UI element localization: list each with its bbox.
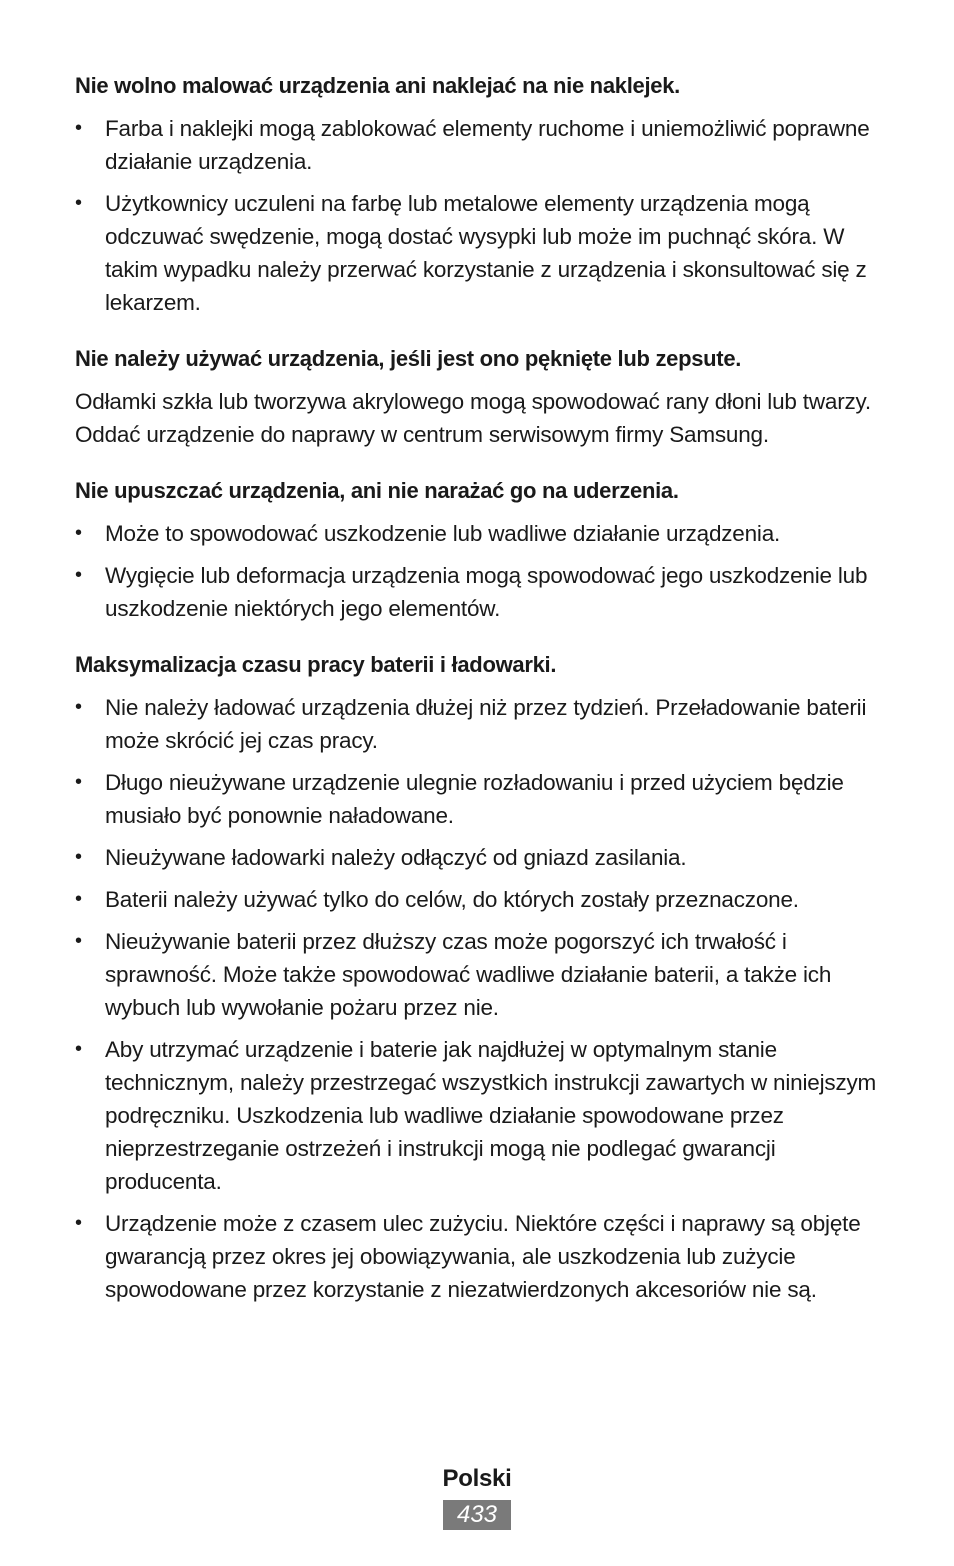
section-paragraph: Odłamki szkła lub tworzywa akrylowego mogą spowodować rany dłoni lub twarzy. Oddać urządzenie do naprawy w centrum serwisowym firmy Samsung. [75, 389, 871, 447]
section-heading: Nie wolno malować urządzenia ani naklejać na nie naklejek. [75, 73, 680, 98]
list-item [75, 691, 885, 757]
list-item [75, 517, 885, 550]
section-cracked [75, 343, 885, 451]
list-item-text: Użytkownicy uczuleni na farbę lub metalowe elementy urządzenia mogą odczuwać swędzenie, mogą dostać wysypki lub może im puchnąć skóra. W takim wypadku należy przerwać korzystanie z urządzenia i skonsultować się z lekarzem. [105, 191, 867, 315]
list-item-text: Nieużywanie baterii przez dłuższy czas może pogorszyć ich trwałość i sprawność. Może także spowodować wadliwe działanie baterii, a także ich wybuch lub wywołanie pożaru przez nie. [105, 929, 832, 1020]
list-item-text: Może to spowodować uszkodzenie lub wadliwe działanie urządzenia. [105, 521, 781, 546]
list-item [75, 925, 885, 1024]
bullet-icon: • [75, 771, 82, 793]
list-item-text: Długo nieużywane urządzenie ulegnie rozładowaniu i przed użyciem będzie musiało być ponownie naładowane. [105, 770, 844, 828]
list-item [75, 1033, 885, 1198]
section-heading: Nie należy używać urządzenia, jeśli jest ono pęknięte lub zepsute. [75, 346, 742, 371]
bullet-list [75, 112, 885, 319]
bullet-list [75, 691, 885, 1306]
list-item [75, 559, 885, 625]
list-item [75, 766, 885, 832]
list-item-text: Nie należy ładować urządzenia dłużej niż przez tydzień. Przeładowanie baterii może skrócić jej czas pracy. [105, 695, 867, 753]
bullet-icon: • [75, 846, 82, 868]
bullet-icon: • [75, 1212, 82, 1234]
list-item [75, 187, 885, 319]
page-content [75, 70, 885, 1330]
list-item-text: Nieużywane ładowarki należy odłączyć od gniazd zasilania. [105, 845, 687, 870]
list-item-text: Baterii należy używać tylko do celów, do których zostały przeznaczone. [105, 887, 799, 912]
list-item [75, 112, 885, 178]
bullet-icon: • [75, 888, 82, 910]
bullet-icon: • [75, 564, 82, 586]
bullet-icon: • [75, 522, 82, 544]
section-heading: Nie upuszczać urządzenia, ani nie narażać go na uderzenia. [75, 478, 679, 503]
section-painting [75, 70, 885, 319]
list-item [75, 1207, 885, 1306]
list-item-text: Urządzenie może z czasem ulec zużyciu. Niektóre części i naprawy są objęte gwarancją przez okres jej obowiązywania, ale uszkodzenia lub zużycie spowodowane przez korzystanie z niezatwierdzonych akcesoriów nie są. [105, 1211, 861, 1302]
section-battery [75, 649, 885, 1306]
bullet-icon: • [75, 930, 82, 952]
page-footer [0, 1462, 954, 1530]
list-item [75, 841, 885, 874]
list-item [75, 883, 885, 916]
bullet-icon: • [75, 117, 82, 139]
bullet-icon: • [75, 696, 82, 718]
bullet-icon: • [75, 192, 82, 214]
list-item-text: Aby utrzymać urządzenie i baterie jak najdłużej w optymalnym stanie technicznym, należy przestrzegać wszystkich instrukcji zawartych w niniejszym podręczniku. Uszkodzenia lub wadliwe działanie spowodowane przez nieprzestrzeganie ostrzeżeń i instrukcji mogą nie podlegać gwarancji producenta. [105, 1037, 877, 1194]
list-item-text: Farba i naklejki mogą zablokować elementy ruchome i uniemożliwić poprawne działanie urządzenia. [105, 116, 870, 174]
section-dropping [75, 475, 885, 625]
page-number-badge: 433 [443, 1500, 511, 1530]
bullet-icon: • [75, 1038, 82, 1060]
bullet-list [75, 517, 885, 625]
section-heading: Maksymalizacja czasu pracy baterii i ładowarki. [75, 652, 557, 677]
footer-language: Polski [442, 1465, 512, 1492]
list-item-text: Wygięcie lub deformacja urządzenia mogą spowodować jego uszkodzenie lub uszkodzenie niektórych jego elementów. [105, 563, 868, 621]
